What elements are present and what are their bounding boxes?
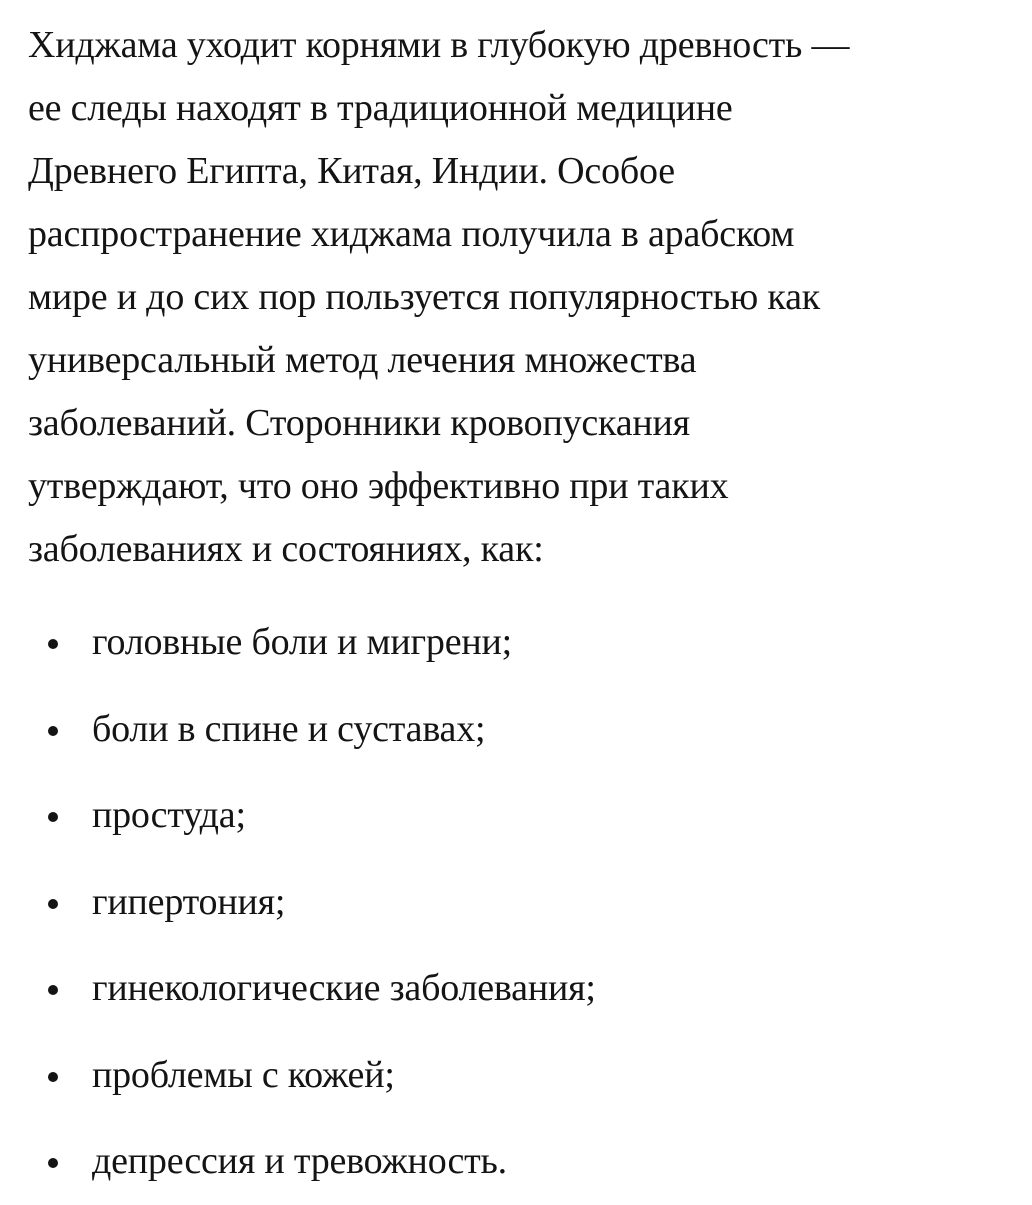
paragraph-line: утверждают, что оно эффективно при таких	[28, 465, 729, 507]
bullet-icon	[48, 726, 58, 736]
paragraph-line: ее следы находят в традиционной медицине	[28, 87, 733, 129]
bullet-icon	[48, 639, 58, 649]
bullet-icon	[48, 985, 58, 995]
conditions-list	[28, 599, 1018, 1205]
intro-paragraph	[28, 0, 1018, 581]
list-item-text: депрессия и тревожность.	[92, 1140, 507, 1183]
list-item-text: гипертония;	[92, 880, 286, 923]
paragraph-line: заболеваниях и состояниях, как:	[28, 528, 544, 570]
list-item	[28, 772, 1018, 859]
list-item	[28, 599, 1018, 686]
paragraph-line: мире и до сих пор пользуется популярностью как	[28, 276, 821, 318]
list-item-text: простуда;	[92, 794, 246, 837]
list-item-text: гинекологические заболевания;	[92, 967, 596, 1010]
list-item	[28, 859, 1018, 946]
list-item-text: головные боли и мигрени;	[92, 621, 513, 664]
paragraph-line: универсальный метод лечения множества	[28, 339, 697, 381]
paragraph-line: распространение хиджама получила в арабском	[28, 213, 795, 255]
list-item	[28, 1032, 1018, 1119]
list-item	[28, 686, 1018, 773]
list-item	[28, 1118, 1018, 1205]
paragraph-line: Древнего Египта, Китая, Индии. Особое	[28, 150, 675, 192]
bullet-icon	[48, 1072, 58, 1082]
list-item	[28, 945, 1018, 1032]
article-body	[28, 0, 1018, 1183]
paragraph-line: Хиджама уходит корнями в глубокую древность —	[28, 24, 850, 66]
list-item-text: боли в спине и суставах;	[92, 707, 486, 750]
list-item-text: проблемы с кожей;	[92, 1053, 395, 1096]
bullet-icon	[48, 899, 58, 909]
bullet-icon	[48, 1158, 58, 1168]
paragraph-line: заболеваний. Сторонники кровопускания	[28, 402, 690, 444]
bullet-icon	[48, 812, 58, 822]
